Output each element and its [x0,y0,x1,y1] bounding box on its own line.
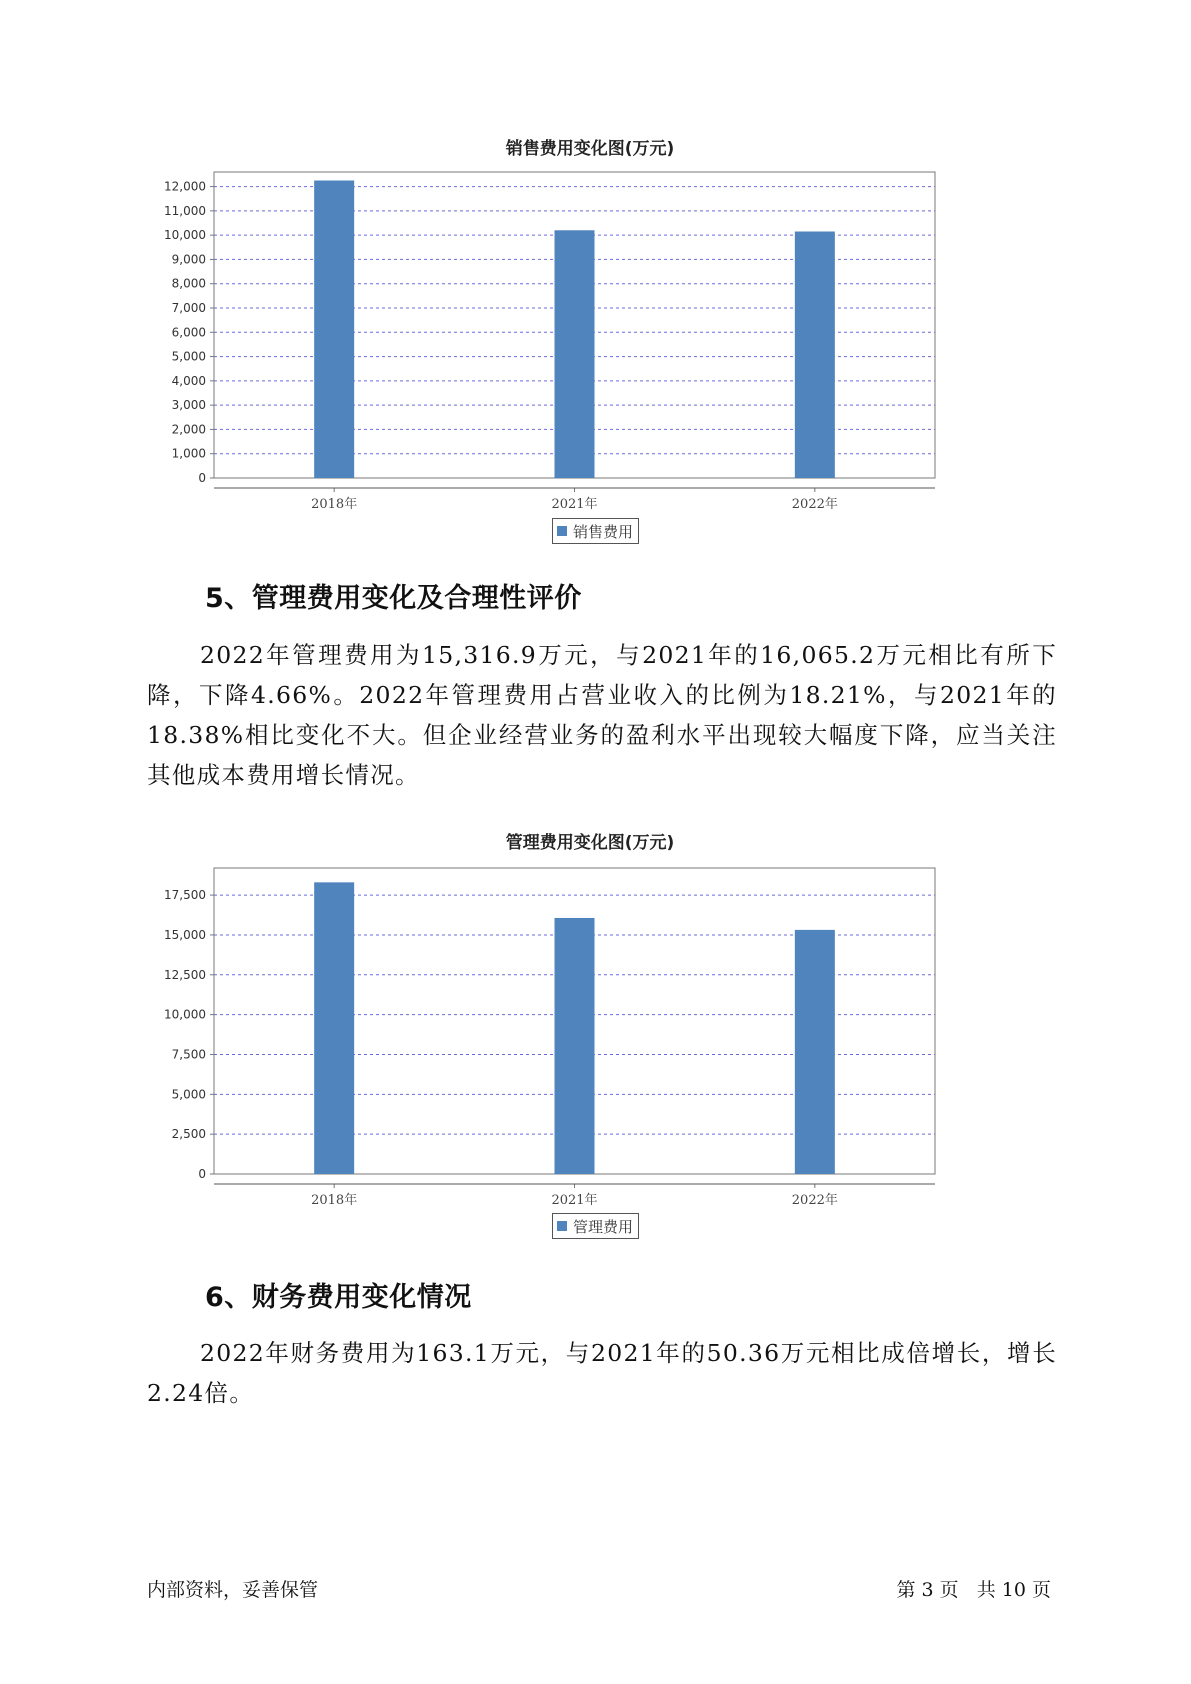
y-tick-label: 6,000 [171,325,206,340]
y-tick-label: 10,000 [164,1007,206,1022]
x-tick-label: 2021年 [551,1193,598,1208]
y-tick-label: 0 [198,471,206,485]
x-tick-label: 2022年 [791,497,838,512]
y-tick-label: 2,000 [171,422,206,437]
chart-plot [150,170,1030,550]
y-tick-label: 0 [198,1167,206,1181]
y-tick-label: 7,000 [171,301,206,315]
x-tick-label: 2018年 [311,1193,358,1208]
y-tick-label: 12,000 [164,179,206,194]
sales-expense-chart [150,130,1030,550]
x-tick-label: 2018年 [311,497,358,512]
y-tick-label: 5,000 [171,1087,206,1102]
y-tick-label: 9,000 [171,252,206,267]
y-tick-label: 15,000 [164,927,206,942]
section-paragraph: 2022年财务费用为163.1万元，与2021年的50.36万元相比成倍增长，增长2.24倍。 [147,1339,1057,1407]
y-tick-label: 11,000 [164,203,206,218]
bar [795,930,835,1174]
bar [555,230,595,478]
x-tick-label: 2021年 [551,497,598,512]
y-tick-label: 4,000 [171,373,206,388]
y-tick-label: 5,000 [171,349,206,364]
chart-title: 销售费用变化图(万元) [505,139,675,159]
y-tick-label: 2,500 [171,1127,206,1142]
section-heading: 5、管理费用变化及合理性评价 [205,583,582,614]
footer-page-number: 第 3 页 共 10 页 [896,1579,1051,1601]
y-tick-label: 7,500 [171,1047,206,1062]
chart-plot [150,866,1030,1246]
legend-label: 销售费用 [573,522,634,541]
legend-swatch [557,1221,567,1231]
x-tick-label: 2022年 [791,1193,838,1208]
bar [555,918,595,1174]
y-tick-label: 8,000 [171,276,206,291]
section-paragraph: 2022年管理费用为15,316.9万元，与2021年的16,065.2万元相比有所下降，下降4.66%。2022年管理费用占营业收入的比例为18.21%，与2021年的18.38%相比变化不大。但企业经营业务的盈利水平出现较大幅度下降，应当关注其他成本费用增长情况。 [147,641,1057,789]
chart-legend [552,1213,639,1239]
footer-confidential-note: 内部资料，妥善保管 [147,1579,319,1601]
legend-label: 管理费用 [573,1217,634,1236]
bar [314,181,354,479]
y-tick-label: 17,500 [164,888,206,903]
chart-legend [552,518,639,544]
y-tick-label: 12,500 [164,967,206,982]
y-tick-label: 1,000 [171,446,206,461]
bar [314,882,354,1174]
y-tick-label: 3,000 [171,398,206,413]
management-expense-chart [150,828,1030,1248]
chart-title: 管理费用变化图(万元) [505,833,675,853]
bar [795,232,835,479]
section-heading: 6、财务费用变化情况 [205,1282,472,1313]
legend-swatch [557,526,567,536]
y-tick-label: 10,000 [164,228,206,243]
